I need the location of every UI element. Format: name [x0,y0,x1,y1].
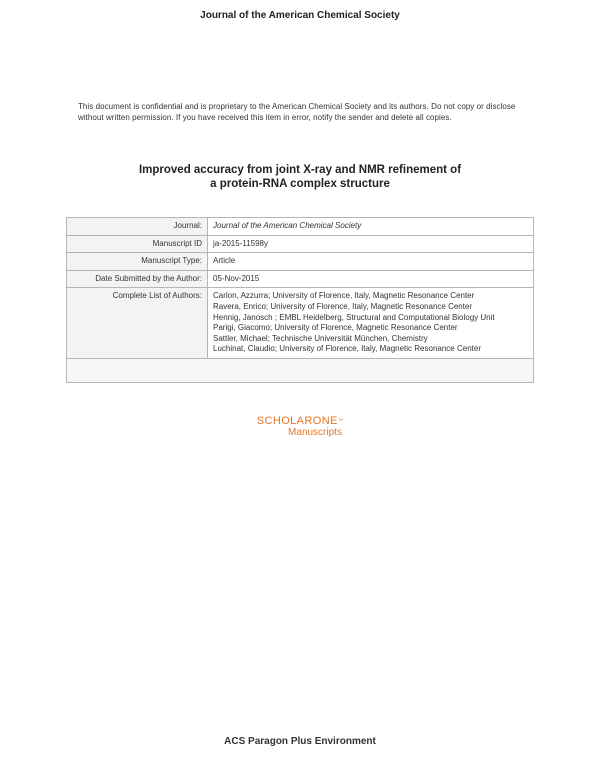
manuscript-details-table [66,217,534,383]
author-entry: Carlon, Azzurra; University of Florence, Italy, Magnetic Resonance Center [213,291,475,301]
author-entry: Sattler, Michael; Technische Universität München, Chemistry [213,333,428,343]
manuscript-type-value: Article [208,253,534,271]
article-title-line-1: Improved accuracy from joint X-ray and NMR refinement of [138,164,462,176]
manuscript-id-label: Manuscript ID [67,235,208,253]
authors-list [208,288,534,359]
journal-header: Journal of the American Chemical Society [200,10,400,21]
author-entry: Luchinat, Claudio; University of Florence, Italy, Magnetic Resonance Center [213,344,481,354]
scholarone-brand-text: SCHOLARONE [256,415,338,427]
manuscript-type-label: Manuscript Type: [67,253,208,271]
article-title [0,163,600,191]
empty-cell [67,358,534,382]
authors-label: Complete List of Authors: [67,288,208,359]
journal-row [67,218,534,236]
empty-row [67,358,534,382]
page-footer: ACS Paragon Plus Environment [224,736,376,747]
trademark-symbol: ™ [337,418,344,424]
scholarone-brand [0,415,600,427]
manuscript-id-row [67,235,534,253]
journal-value: Journal of the American Chemical Society [208,218,534,236]
date-submitted-row [67,270,534,288]
authors-row [67,288,534,359]
author-entry: Parigi, Giacomo; University of Florence, Magnetic Resonance Center [213,323,458,333]
scholarone-subtitle: Manuscripts [288,427,342,438]
article-title-line-2: a protein-RNA complex structure [210,178,390,190]
author-entry: Hennig, Janosch ; EMBL Heidelberg, Structural and Computational Biology Unit [213,312,495,322]
confidentiality-notice: This document is confidential and is proprietary to the American Chemical Society and its authors. Do not copy or disclose without written permission. If you have received this item in error, notify the sender and delete all copies. [78,102,516,122]
date-submitted-value: 05-Nov-2015 [208,270,534,288]
manuscript-id-value: ja-2015-11598y [208,235,534,253]
author-entry: Ravera, Enrico; University of Florence, Italy, Magnetic Resonance Center [213,301,473,311]
journal-label: Journal: [67,218,208,236]
date-submitted-label: Date Submitted by the Author: [67,270,208,288]
scholarone-logo [0,415,600,439]
manuscript-type-row [67,253,534,271]
